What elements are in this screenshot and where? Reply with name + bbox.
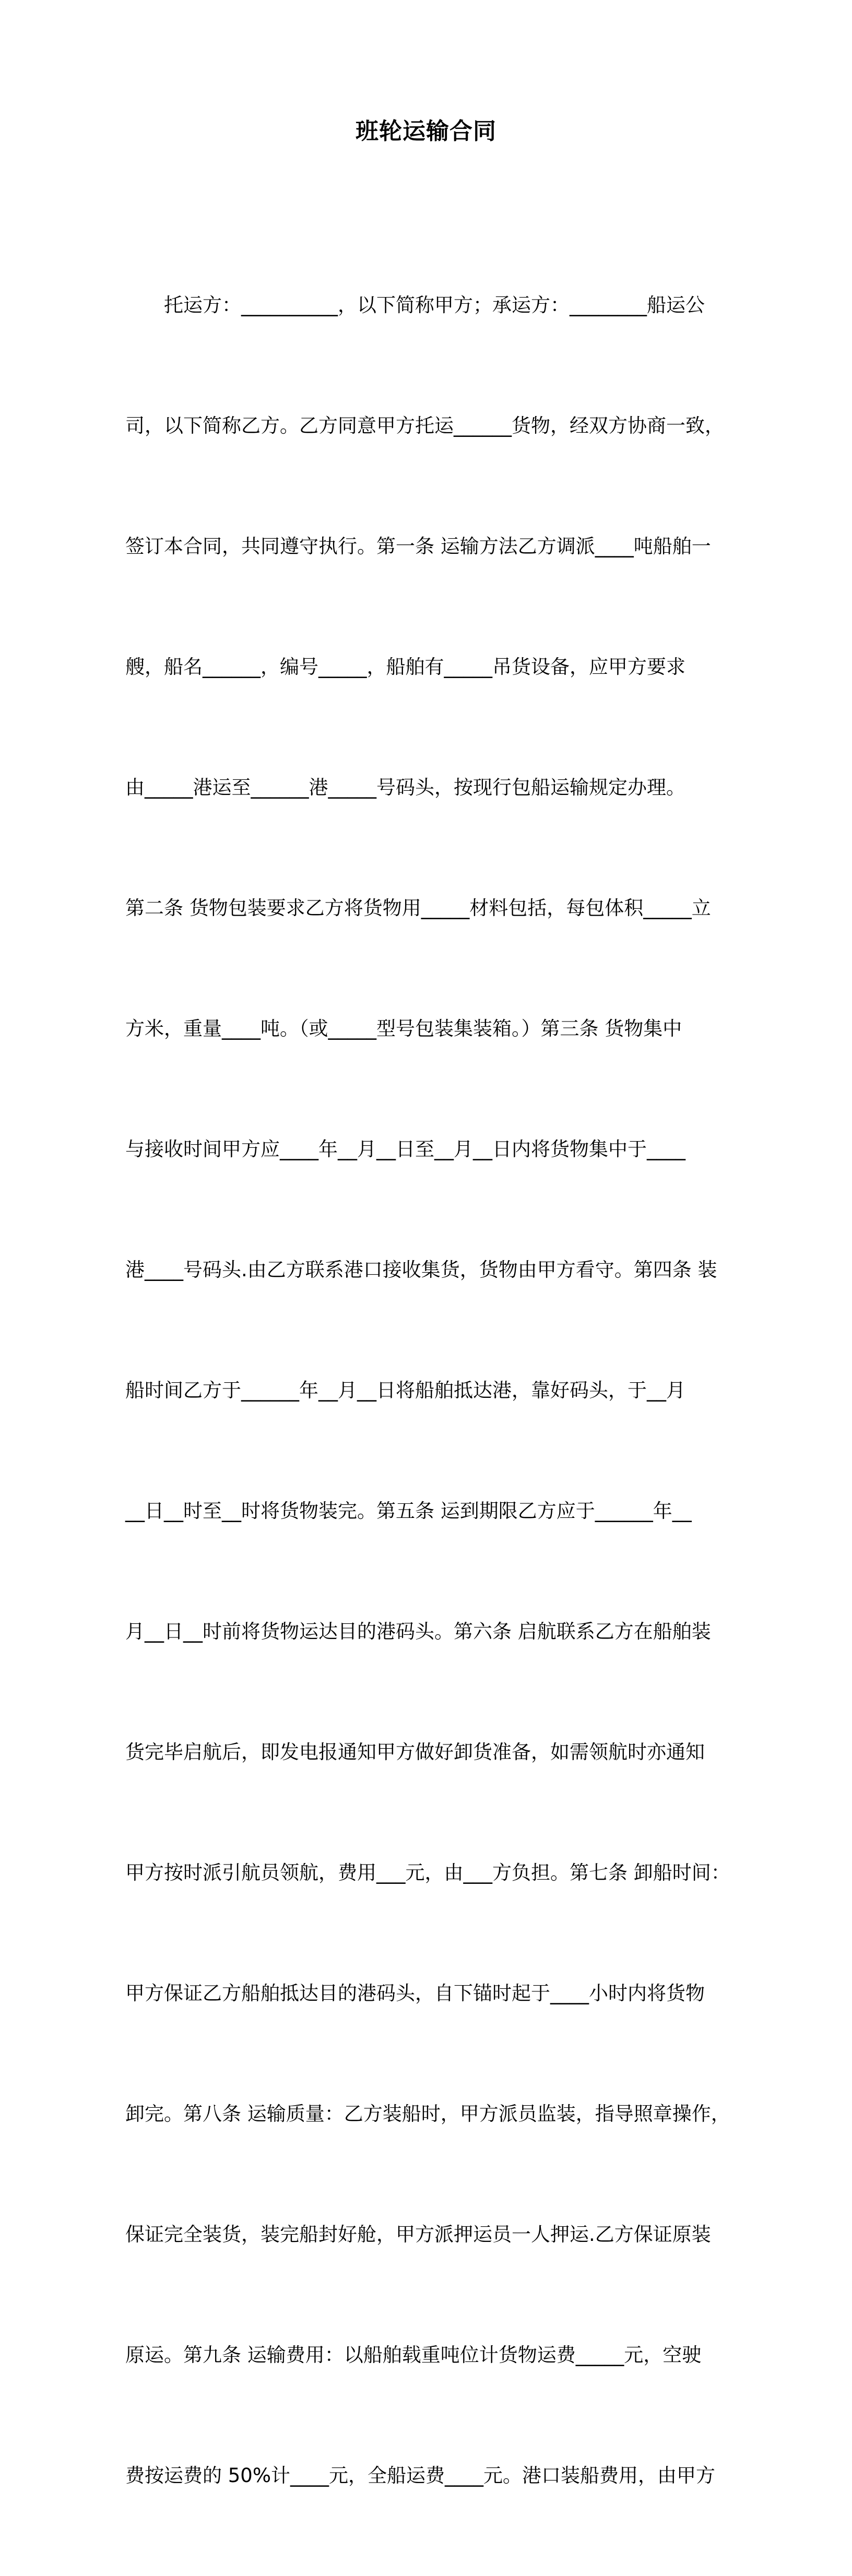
body-line: 与接收时间甲方应____年__月__日至__月__日内将货物集中于____ [125, 1138, 685, 1160]
body-line: 费按运费的 50%计____元，全船运费____元。港口装船费用，由甲方 [125, 2464, 715, 2487]
body-line: 原运。第九条 运输费用：以船舶载重吨位计货物运费_____元，空驶 [125, 2344, 702, 2366]
body-line: 司，以下简称乙方。乙方同意甲方托运______货物，经双方协商一致， [125, 414, 724, 437]
body-line: 卸完。第八条 运输质量：乙方装船时，甲方派员监装，指导照章操作， [125, 2103, 730, 2125]
body-line: 月__日__时前将货物运达目的港码头。第六条 启航联系乙方在船舶装 [125, 1620, 711, 1643]
body-line: 艘，船名______，编号_____，船舶有_____吊货设备，应甲方要求 [125, 656, 685, 678]
body-line: 甲方按时派引航员领航，费用___元，由___方负担。第七条 卸船时间： [125, 1861, 730, 1884]
body-line: 港____号码头.由乙方联系港口接收集货，货物由甲方看守。第四条 装 [125, 1259, 717, 1281]
body-line: 甲方保证乙方船舶抵达目的港码头，自下锚时起于____小时内将货物 [125, 1982, 705, 2004]
contract-body [125, 205, 730, 2487]
body-line: 保证完全装货，装完船封好舱，甲方派押运员一人押运.乙方保证原装 [125, 2223, 711, 2246]
body-line: 由_____港运至______港_____号码头，按现行包船运输规定办理。 [125, 776, 685, 799]
body-line: 第二条 货物包装要求乙方将货物用_____材料包括，每包体积_____立 [125, 897, 711, 919]
body-line: 托运方：__________，以下简称甲方；承运方：________船运公 [125, 294, 705, 316]
body-line: 船时间乙方于______年__月__日将船舶抵达港，靠好码头，于__月 [125, 1379, 685, 1402]
body-line: 货完毕启航后，即发电报通知甲方做好卸货准备，如需领航时亦通知 [125, 1741, 705, 1763]
body-line: __日__时至__时将货物装完。第五条 运到期限乙方应于______年__ [125, 1500, 692, 1522]
body-line: 签订本合同，共同遵守执行。第一条 运输方法乙方调派____吨船舶一 [125, 535, 711, 557]
body-line: 方米，重量____吨。（或_____型号包装集装箱。）第三条 货物集中 [125, 1017, 682, 1040]
document-title: 班轮运输合同 [356, 118, 496, 145]
